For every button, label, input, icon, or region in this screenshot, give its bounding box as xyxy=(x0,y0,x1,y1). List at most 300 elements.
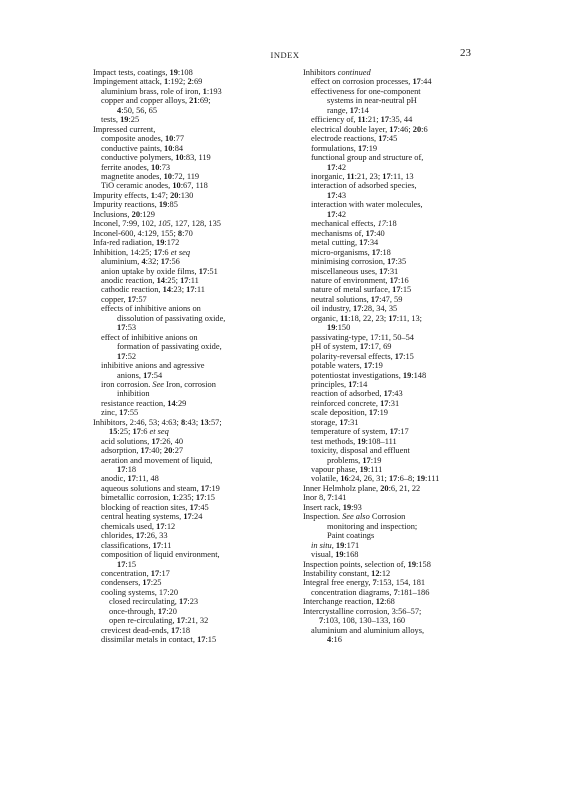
index-entry-text: 17 xyxy=(197,635,206,645)
index-entry-text: 1 xyxy=(172,493,177,503)
index-entry xyxy=(93,248,298,257)
index-entry xyxy=(93,210,298,219)
index-entry-text: composition of liquid environment, xyxy=(101,550,220,560)
index-entry-text: adsorption, xyxy=(101,446,141,456)
index-entry-text: 17 xyxy=(127,294,137,304)
index-entry-text: :193 xyxy=(206,86,222,96)
index-entry-text: closed recirculating, xyxy=(109,597,179,607)
index-entry-text: :20 xyxy=(166,606,177,616)
index-entry-text: :32; xyxy=(145,257,161,267)
index-entry-text: 17 xyxy=(359,342,369,352)
index-entry xyxy=(93,361,298,370)
index-entry-text: open re-circulating, xyxy=(109,616,177,626)
index-entry-text: polarity-reversal effects, xyxy=(311,351,395,361)
index-entry-text: ferrite anodes, xyxy=(101,162,151,172)
index-entry-text: :192; xyxy=(168,77,188,87)
index-entry-text: concentration, xyxy=(101,569,151,579)
index-entry-text: Inner Helmholz plane, xyxy=(303,483,381,493)
index-entry-text: aluminium and aluminium alloys, xyxy=(311,625,425,635)
index-entry-text: mechanical effects, xyxy=(311,219,378,229)
index-entry-text: :23 xyxy=(187,597,199,607)
index-entry xyxy=(93,512,298,521)
index-entry xyxy=(93,257,298,266)
index-entry-text: Inspection. xyxy=(303,512,343,522)
index-entry-text: 17 xyxy=(380,115,390,125)
index-entry-text: :19 xyxy=(370,455,382,465)
index-entry-text: 19 xyxy=(120,115,129,125)
index-entry xyxy=(93,626,298,635)
index-entry-text: :235; xyxy=(176,493,196,503)
index-entry-text: electrode reactions, xyxy=(311,134,379,144)
index-entry xyxy=(303,323,508,332)
index-entry xyxy=(303,304,508,313)
index-entry-text: volatile, xyxy=(311,474,341,484)
index-entry-text: :19 xyxy=(366,143,378,153)
index-entry-text: 17 xyxy=(412,77,421,87)
index-entry-text: :19 xyxy=(209,483,220,493)
index-entry xyxy=(303,427,508,436)
index-entry-text: 17 xyxy=(117,323,126,333)
index-entry-text: :54 xyxy=(151,370,163,380)
index-entry xyxy=(303,342,508,351)
index-entry-text: reaction of adsorbed, xyxy=(311,389,384,399)
index-entry xyxy=(93,172,298,181)
index-entry-text: organic, xyxy=(311,313,341,323)
index-entry-text: central heating systems, xyxy=(101,512,184,522)
index-entry-text: :21; xyxy=(365,115,381,125)
index-entry-text: Instability constant, xyxy=(303,569,372,579)
index-entry-text: interaction of adsorbed species, xyxy=(311,181,417,191)
index-entry-text: range, xyxy=(327,105,350,115)
index-entry-text: :12 xyxy=(164,521,176,531)
index-entry xyxy=(303,210,508,219)
index-entry-text: systems in near-neutral pH xyxy=(327,96,417,106)
index-entry-text: 17 xyxy=(117,351,126,361)
index-entry xyxy=(303,276,508,285)
index-entry-text: 20 xyxy=(164,446,173,456)
index-entry xyxy=(303,588,508,597)
index-entry xyxy=(303,635,508,644)
index-entry-text: :42 xyxy=(335,209,347,219)
index-entry xyxy=(303,352,508,361)
index-entry xyxy=(303,380,508,389)
index-entry xyxy=(303,361,508,370)
index-entry xyxy=(303,371,508,380)
index-entry-text: Inhibitors xyxy=(303,68,338,77)
index-entry xyxy=(303,399,508,408)
index-entry xyxy=(303,257,508,266)
index-entry-text: 19 xyxy=(407,559,417,569)
index-entry-text: :31 xyxy=(388,398,400,408)
index-entry-text: :15 xyxy=(204,493,215,503)
index-entry-text: minimising corrosion, xyxy=(311,257,388,267)
index-entry-text: 17 xyxy=(152,540,162,550)
index-entry-text: :84 xyxy=(172,143,184,153)
index-entry xyxy=(303,106,508,115)
index-entry xyxy=(93,503,298,512)
index-entry-text: :6 xyxy=(162,247,171,257)
index-entry-text: conductive polymers, xyxy=(101,153,176,163)
index-entry xyxy=(93,352,298,361)
index-entry-text: zinc, xyxy=(101,408,120,418)
index-entry-text: 8 xyxy=(177,228,183,238)
index-entry-text: 17 xyxy=(383,389,392,399)
index-entry-text: 17 xyxy=(348,379,357,389)
index-entry-text: nature of metal surface, xyxy=(311,285,393,295)
index-entry-text: 19 xyxy=(402,370,412,380)
index-entry-text: :55 xyxy=(127,408,139,418)
index-entry xyxy=(93,493,298,502)
index-entry xyxy=(93,106,298,115)
index-entry-text: :168 xyxy=(343,550,359,560)
index-entry-text: 17 xyxy=(143,370,152,380)
index-entry-text: cooling systems, 17:20 xyxy=(101,587,179,597)
index-entry xyxy=(303,314,508,323)
index-entry xyxy=(303,333,508,342)
index-entry xyxy=(303,569,508,578)
index-entry-text: :68 xyxy=(384,597,395,607)
index-entry-text: 105 xyxy=(158,219,171,229)
index-entry-text: :25 xyxy=(128,115,140,125)
index-entry-text: 17 xyxy=(388,313,397,323)
index-entry-text: 17 xyxy=(153,247,163,257)
index-entry-text: Inor 8, xyxy=(303,493,328,503)
index-entry-text: metal cutting, xyxy=(311,238,360,248)
index-entry xyxy=(303,522,508,531)
index-entry xyxy=(93,399,298,408)
index-entry-text: 17 xyxy=(189,502,198,512)
index-entry-text: 7 xyxy=(327,493,332,503)
index-entry xyxy=(303,465,508,474)
index-entry xyxy=(93,484,298,493)
index-entry-text: dissolution of passivating oxide, xyxy=(117,313,226,323)
index-entry xyxy=(93,191,298,200)
index-entry-text: :45 xyxy=(198,502,209,512)
index-entry xyxy=(303,418,508,427)
index-entry xyxy=(303,616,508,625)
index-entry xyxy=(93,285,298,294)
index-entry-text: 17 xyxy=(387,257,396,267)
index-entry xyxy=(93,342,298,351)
index-entry xyxy=(303,77,508,86)
index-entry-text: inhibition xyxy=(117,389,150,399)
index-entry-text: See also xyxy=(342,512,370,522)
index-entry-text: 20 xyxy=(380,483,389,493)
index-entry xyxy=(93,304,298,313)
index-entry xyxy=(303,229,508,238)
index-entry-text: :11 xyxy=(161,540,172,550)
index-entry-text: chemicals used, xyxy=(101,521,157,531)
index-entry xyxy=(93,77,298,86)
index-entry-text: blocking of reaction sites, xyxy=(101,502,190,512)
index-entry-text: :171 xyxy=(344,540,360,550)
index-entry-text: :129 xyxy=(140,209,155,219)
index-entry-text: 17 xyxy=(327,190,336,200)
index-entry-text: 17 xyxy=(195,493,205,503)
index-entry xyxy=(303,238,508,247)
index-entry-text: :44 xyxy=(420,77,432,87)
index-entry-text: 17 xyxy=(388,474,398,484)
index-entry-text: :172 xyxy=(164,238,180,248)
index-entry-text: 17 xyxy=(359,238,368,248)
index-entry xyxy=(303,512,508,521)
index-entry-text: interaction with water molecules, xyxy=(311,200,423,210)
index-entry-text: :70 xyxy=(182,228,193,238)
index-entry-text: :23; xyxy=(171,285,187,295)
index-entry-text: 17 xyxy=(176,616,186,626)
index-entry-text: :6 xyxy=(140,427,150,437)
index-entry-text: potable waters, xyxy=(311,361,364,371)
index-entry-text: :51 xyxy=(207,266,218,276)
index-entry-text: :148 xyxy=(411,370,427,380)
index-entry-text: 17 xyxy=(363,361,373,371)
index-entry-text: 20 xyxy=(131,209,140,219)
index-entry xyxy=(303,578,508,587)
index-entry-text: :53 xyxy=(125,323,137,333)
index-entry-text: :15 xyxy=(125,559,137,569)
index-entry-text: oil industry, xyxy=(311,304,354,314)
index-entry-text: :25 xyxy=(150,578,162,588)
index-entry-text: et seq xyxy=(149,427,169,437)
index-entry-text: crevicest dead-ends, xyxy=(101,625,171,635)
index-entry-text: :43; xyxy=(185,417,201,427)
index-entry-text: 17 xyxy=(370,294,380,304)
index-entry-text: :57 xyxy=(136,294,147,304)
index-entry xyxy=(93,267,298,276)
index-entry xyxy=(303,474,508,483)
index-entry-text: magnetite anodes, xyxy=(101,171,164,181)
index-entry-text: tests, xyxy=(101,115,121,125)
index-entry xyxy=(93,96,298,105)
index-entry-text: effects of inhibitive anions on xyxy=(101,304,201,314)
index-entry xyxy=(93,578,298,587)
index-entry xyxy=(303,191,508,200)
index-entry-text: 2 xyxy=(187,77,192,87)
index-entry-text: :11 xyxy=(194,285,205,295)
index-entry-text: Insert rack, xyxy=(303,502,343,512)
index-entry-text: :21, 32 xyxy=(185,616,209,626)
index-entry-text: :27 xyxy=(172,446,184,456)
index-entry-text: :69 xyxy=(191,77,203,87)
index-entry-text: miscellaneous uses, xyxy=(311,266,380,276)
index-entry-text: principles, xyxy=(311,379,349,389)
index-entry-text: :18 xyxy=(380,247,391,257)
index-entry-text: :111 xyxy=(425,474,440,484)
index-entry xyxy=(93,588,298,597)
index-entry-text: :40; xyxy=(148,446,165,456)
index-entry-text: 19 xyxy=(169,68,178,77)
index-entry-text: 17 xyxy=(368,408,378,418)
index-entry xyxy=(93,456,298,465)
index-entry-text: 14 xyxy=(162,285,171,295)
index-entry-text: 11 xyxy=(357,115,366,125)
index-entry-text: 17 xyxy=(382,171,391,181)
index-entry-text: :50, 56, 65 xyxy=(121,105,158,115)
index-entry-text: 17 xyxy=(371,247,381,257)
index-entry xyxy=(93,371,298,380)
index-entry-text: 17 xyxy=(339,417,348,427)
index-entry xyxy=(93,219,298,228)
index-entry-text: Impurity reactions, xyxy=(93,200,159,210)
index-entry-text: Impingement attack, xyxy=(93,77,164,87)
index-entry-text: continued xyxy=(337,68,371,77)
index-entry-text: 17 xyxy=(378,134,387,144)
index-entry-text: 12 xyxy=(371,569,380,579)
index-entry xyxy=(93,418,298,427)
index-entry-text: :11, 48 xyxy=(135,474,159,484)
index-entry-text: 12 xyxy=(375,597,385,607)
index-entry xyxy=(303,68,508,77)
index-entry-text: :45 xyxy=(386,134,398,144)
index-entry xyxy=(303,484,508,493)
index-entry xyxy=(93,474,298,483)
index-entry-text: :12 xyxy=(379,569,391,579)
index-entry-text: 1 xyxy=(150,190,155,200)
index-entry-text: micro-organisms, xyxy=(311,247,372,257)
index-entry-text: Integral free energy, xyxy=(303,578,373,588)
index-entry-text: bimetallic corrosion, xyxy=(101,493,173,503)
index-entry-text: :31 xyxy=(347,417,359,427)
index-entry-text: :83, 119 xyxy=(183,153,211,163)
index-entry xyxy=(93,560,298,569)
index-entry-text: functional group and structure of, xyxy=(311,153,424,163)
index-entry-text: Inhibitors, 2:46, 53; 4:63; xyxy=(93,417,181,427)
index-entry xyxy=(303,541,508,550)
index-entry-text: mechanisms of, xyxy=(311,228,366,238)
index-entry xyxy=(93,115,298,124)
index-entry-text: resistance reaction, xyxy=(101,398,168,408)
index-entry xyxy=(93,333,298,342)
index-entry-text: effect on corrosion processes, xyxy=(311,77,413,87)
index-entry xyxy=(93,314,298,323)
index-entry-text: :6 xyxy=(421,124,428,134)
index-entry-text: aluminium brass, role of iron, xyxy=(101,86,203,96)
index-entry-text: Impurity effects, xyxy=(93,190,151,200)
index-entry-text: :56 xyxy=(169,257,180,267)
index-entry-text: 10 xyxy=(175,153,184,163)
index-entry-text: 17 xyxy=(132,427,141,437)
index-entry-text: 7 xyxy=(372,578,377,588)
index-entry-text: aeration and movement of liquid, xyxy=(101,455,213,465)
index-entry-text: 17 xyxy=(379,266,388,276)
index-entry-text: :15 xyxy=(205,635,217,645)
index-entry xyxy=(303,267,508,276)
index-entry-text: :18 xyxy=(179,625,191,635)
index-entry-text: :28, 34, 35 xyxy=(361,304,398,314)
index-entry-text: 17 xyxy=(389,124,398,134)
index-entry-text: 17 xyxy=(200,483,210,493)
index-entry-text: anodic reaction, xyxy=(101,275,157,285)
index-entry xyxy=(93,389,298,398)
page-number: 23 xyxy=(460,47,471,59)
index-entry-text: :11, 13 xyxy=(390,171,414,181)
index-entry-text: 19 xyxy=(156,238,165,248)
index-entry-text: 13 xyxy=(200,417,209,427)
index-entry-text: 17 xyxy=(353,304,362,314)
index-entry-text: :67, 118 xyxy=(180,181,208,191)
index-entry xyxy=(93,569,298,578)
index-entry-text: 17 xyxy=(365,228,375,238)
index-entry xyxy=(303,96,508,105)
index-entry-text: :25; xyxy=(164,275,181,285)
index-entry xyxy=(303,560,508,569)
index-entry-text: :6–8; xyxy=(397,474,417,484)
index-entry-text: 10 xyxy=(164,143,173,153)
index-entry-text: formation of passivating oxide, xyxy=(117,342,222,352)
index-entry-text: :16 xyxy=(397,275,409,285)
index-entry-text: 17 xyxy=(377,219,386,229)
index-entry-text: iron corrosion. xyxy=(101,379,153,389)
index-entry xyxy=(93,597,298,606)
index-entry xyxy=(303,446,508,455)
index-entry-text: :153, 154, 181 xyxy=(376,578,426,588)
index-entry-text: composite anodes, xyxy=(101,134,165,144)
index-entry-text: efficiency of, xyxy=(311,115,358,125)
index-entry-text: vapour phase, xyxy=(311,465,360,475)
index-entry-text: 17 xyxy=(140,446,149,456)
index-entry-text: anion uptake by oxide films, xyxy=(101,266,199,276)
index-entry-text: :18 xyxy=(385,219,397,229)
index-entry-text: 17 xyxy=(160,257,170,267)
index-entry xyxy=(93,238,298,247)
index-entry-text: TiO ceramic anodes, xyxy=(101,181,173,191)
index-entry-text: once-through, xyxy=(109,606,158,616)
index-entry-text: 14 xyxy=(167,398,176,408)
index-entry-text: Paint coatings xyxy=(327,531,375,541)
index-entry-text: 17 xyxy=(394,351,404,361)
index-entry xyxy=(303,285,508,294)
index-entry-text: Infa-red radiation, xyxy=(93,238,157,248)
index-entry-text: :14 xyxy=(356,379,368,389)
index-entry-text: 19 xyxy=(335,540,345,550)
index-entry-text: Inconel-600, 4:129, 155; xyxy=(93,228,178,238)
index-entry xyxy=(93,607,298,616)
index-entry-text: 17 xyxy=(186,285,195,295)
index-entry xyxy=(303,200,508,209)
index-entry-text: 10 xyxy=(172,181,181,191)
index-entry-text: 4 xyxy=(141,257,146,267)
index-entry-text: aluminium, xyxy=(101,257,142,267)
index-entry xyxy=(303,172,508,181)
index-entry xyxy=(303,408,508,417)
index-entry xyxy=(303,456,508,465)
index-entry-text: passivating-type, 17:11, 50–54 xyxy=(311,332,414,342)
index-entry-text: :42 xyxy=(335,162,347,172)
index-entry-text: 17 xyxy=(150,569,160,579)
index-entry xyxy=(93,200,298,209)
index-entry-text: 17 xyxy=(157,606,167,616)
index-entry xyxy=(93,465,298,474)
index-entry xyxy=(93,125,298,134)
index-entry-text: potentiostat investigations, xyxy=(311,370,403,380)
index-entry xyxy=(93,522,298,531)
index-entry xyxy=(93,87,298,96)
index-entry xyxy=(93,276,298,285)
index-entry-text: 19 xyxy=(357,436,366,446)
index-entry-text: cathodic reaction, xyxy=(101,285,163,295)
index-entry xyxy=(303,626,508,635)
index-entry-text: 19 xyxy=(335,550,344,560)
index-entry xyxy=(303,153,508,162)
index-entry-text: :181–186 xyxy=(397,587,430,597)
index-entry-text: :35, 44 xyxy=(389,115,413,125)
index-entry-text: :26, 33 xyxy=(144,531,168,541)
index-entry-text: 17 xyxy=(119,408,128,418)
index-entry-text: test methods, xyxy=(311,436,358,446)
index-entry-text: reinforced concrete, xyxy=(311,398,381,408)
index-entry xyxy=(303,295,508,304)
index-entry-text: 17 xyxy=(142,578,151,588)
